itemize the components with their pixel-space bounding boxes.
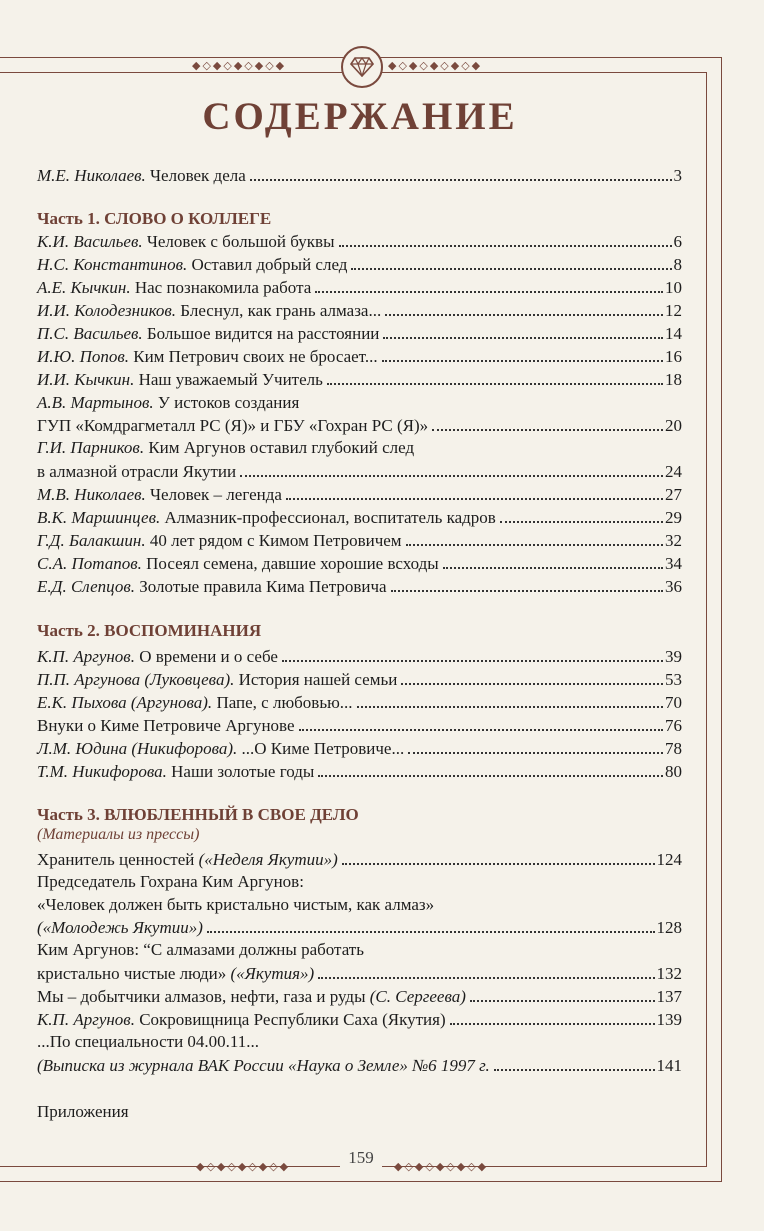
entry-author: К.П. Аргунов. bbox=[37, 1010, 135, 1029]
entry-page: 132 bbox=[656, 964, 682, 983]
entry-author: И.И. Кычкин. bbox=[37, 370, 135, 389]
dot-leader bbox=[470, 1000, 655, 1002]
entry-title: Наш уважаемый Учитель bbox=[138, 370, 323, 389]
entry-page: 20 bbox=[665, 416, 682, 435]
ornament-top-left: ◆◇◆◇◆◇◆◇◆ bbox=[192, 58, 287, 72]
dot-leader bbox=[443, 567, 663, 569]
entry-source: (С. Сергеева) bbox=[369, 987, 466, 1006]
entry-author: Е.К. Пыхова (Аргунова). bbox=[37, 693, 213, 712]
part3-heading: Часть 3. ВЛЮБЛЕННЫЙ В СВОЕ ДЕЛО bbox=[37, 805, 359, 824]
toc-entry bbox=[37, 758, 682, 782]
part3-subheading: (Материалы из прессы) bbox=[37, 826, 200, 843]
toc-entry bbox=[37, 960, 682, 984]
dot-leader bbox=[494, 1069, 655, 1071]
entry-source: («Неделя Якутии») bbox=[198, 850, 338, 869]
entry-page: 6 bbox=[673, 232, 682, 251]
frame-right-line-inner bbox=[706, 72, 707, 1166]
toc-entry bbox=[37, 527, 682, 551]
ornament-top-right: ◆◇◆◇◆◇◆◇◆ bbox=[388, 58, 483, 72]
dot-leader bbox=[406, 544, 663, 546]
entry-author: М.В. Николаев. bbox=[37, 485, 146, 504]
frame-right-line bbox=[721, 57, 722, 1181]
entry-source: («Молодежь Якутии») bbox=[37, 918, 203, 937]
ornament-bottom-right: ◆◇◆◇◆◇◆◇◆ bbox=[394, 1159, 489, 1173]
entry-author: А.В. Мартынов. bbox=[37, 393, 154, 412]
dot-leader bbox=[282, 660, 663, 662]
entry-page: 78 bbox=[665, 739, 682, 758]
entry-page: 14 bbox=[665, 324, 682, 343]
entry-author: Т.М. Никифорова. bbox=[37, 762, 167, 781]
entry-title: Внуки о Киме Петровиче Аргунове bbox=[37, 716, 295, 735]
toc-entry bbox=[37, 366, 682, 390]
entry-source: («Якутия») bbox=[230, 964, 315, 983]
entry-title: (Выписка из журнала ВАК России «Наука о Земле» №6 1997 г. bbox=[37, 1056, 490, 1075]
entry-author: С.А. Потапов. bbox=[37, 554, 142, 573]
entry-page: 141 bbox=[656, 1056, 682, 1075]
toc-entry bbox=[37, 481, 682, 505]
toc-entry bbox=[37, 846, 682, 870]
entry-author: Г.Д. Балакшин. bbox=[37, 531, 146, 550]
toc-entry bbox=[37, 1006, 682, 1030]
frame-bottom-line bbox=[0, 1181, 722, 1182]
entry-title: Ким Аргунов оставил глубокий след bbox=[148, 438, 415, 457]
entry-author: Н.С. Константинов. bbox=[37, 255, 188, 274]
dot-leader bbox=[383, 337, 663, 339]
toc-entry bbox=[37, 412, 682, 436]
toc-entry bbox=[37, 689, 682, 713]
entry-page: 10 bbox=[665, 278, 682, 297]
toc-entry bbox=[37, 550, 682, 574]
entry-title: Нас познакомила работа bbox=[134, 278, 312, 297]
entry-page: 16 bbox=[665, 347, 682, 366]
entry-author: П.П. Аргунова (Луковцева). bbox=[37, 670, 235, 689]
ornament-bottom-left: ◆◇◆◇◆◇◆◇◆ bbox=[196, 1159, 291, 1173]
entry-author: Л.М. Юдина (Никифорова). bbox=[37, 739, 238, 758]
entry-title: Человек с большой буквы bbox=[146, 232, 335, 251]
entry-title: У истоков создания bbox=[157, 393, 300, 412]
entry-page: 8 bbox=[673, 255, 682, 274]
entry-page: 128 bbox=[656, 918, 682, 937]
entry-title: Хранитель ценностей bbox=[37, 850, 195, 869]
appendix-entry: Приложения bbox=[37, 1102, 129, 1121]
entry-page: 124 bbox=[656, 850, 682, 869]
entry-title-continued: в алмазной отрасли Якутии bbox=[37, 462, 237, 481]
toc-entry bbox=[37, 983, 682, 1007]
dot-leader bbox=[327, 383, 663, 385]
toc-entry-intro bbox=[37, 162, 682, 186]
entry-author: Е.Д. Слепцов. bbox=[37, 577, 136, 596]
part1-heading: Часть 1. СЛОВО О КОЛЛЕГЕ bbox=[37, 209, 272, 228]
toc-entry bbox=[37, 712, 682, 736]
toc-entry bbox=[37, 228, 682, 252]
entry-title: Человек – легенда bbox=[150, 485, 282, 504]
entry-title: Блеснул, как грань алмаза... bbox=[180, 301, 382, 320]
entry-page: 70 bbox=[665, 693, 682, 712]
entry-title: Человек дела bbox=[150, 166, 246, 185]
entry-page: 39 bbox=[665, 647, 682, 666]
dot-leader bbox=[351, 268, 671, 270]
toc-entry bbox=[37, 666, 682, 690]
toc-entry bbox=[37, 573, 682, 597]
entry-author: К.П. Аргунов. bbox=[37, 647, 135, 666]
dot-leader bbox=[450, 1023, 655, 1025]
part2-heading: Часть 2. ВОСПОМИНАНИЯ bbox=[37, 621, 262, 640]
entry-author: И.Ю. Попов. bbox=[37, 347, 129, 366]
toc-entry bbox=[37, 735, 682, 759]
dot-leader bbox=[385, 314, 663, 316]
toc-entry-line1 bbox=[37, 393, 299, 413]
toc-entry-line1: Ким Аргунов: “С алмазами должны работать bbox=[37, 940, 364, 959]
toc-entry bbox=[37, 643, 682, 667]
entry-title: Наши золотые годы bbox=[171, 762, 315, 781]
dot-leader bbox=[500, 521, 663, 523]
entry-title: Папе, с любовью... bbox=[216, 693, 353, 712]
entry-author: К.И. Васильев. bbox=[37, 232, 143, 251]
entry-page: 24 bbox=[665, 462, 682, 481]
dot-leader bbox=[432, 429, 663, 431]
entry-page: 76 bbox=[665, 716, 682, 735]
toc-entry bbox=[37, 297, 682, 321]
toc-entry bbox=[37, 504, 682, 528]
dot-leader bbox=[250, 179, 672, 181]
dot-leader bbox=[357, 706, 663, 708]
entry-title-continued: ГУП «Комдрагметалл РС (Я)» и ГБУ «Гохран РС (Я)» bbox=[37, 416, 429, 435]
entry-title: Оставил добрый след bbox=[191, 255, 348, 274]
entry-author: И.И. Колодезников. bbox=[37, 301, 177, 320]
dot-leader bbox=[240, 475, 663, 477]
entry-page: 139 bbox=[656, 1010, 682, 1029]
dot-leader bbox=[408, 752, 663, 754]
toc-entry bbox=[37, 320, 682, 344]
toc-entry bbox=[37, 274, 682, 298]
entry-page: 80 bbox=[665, 762, 682, 781]
toc-entry bbox=[37, 251, 682, 275]
dot-leader bbox=[401, 683, 663, 685]
entry-title: ...О Киме Петровиче... bbox=[241, 739, 405, 758]
entry-page: 137 bbox=[656, 987, 682, 1006]
entry-page: 12 bbox=[665, 301, 682, 320]
page-number: 159 bbox=[340, 1148, 382, 1168]
entry-page: 36 bbox=[665, 577, 682, 596]
entry-page: 3 bbox=[673, 166, 682, 185]
entry-page: 34 bbox=[665, 554, 682, 573]
dot-leader bbox=[315, 291, 663, 293]
toc-entry bbox=[37, 458, 682, 482]
toc-entry bbox=[37, 1052, 682, 1076]
toc-entry bbox=[37, 914, 682, 938]
dot-leader bbox=[342, 863, 655, 865]
entry-page: 27 bbox=[665, 485, 682, 504]
entry-title: О времени и о себе bbox=[139, 647, 278, 666]
dot-leader bbox=[318, 775, 663, 777]
entry-page: 53 bbox=[665, 670, 682, 689]
entry-title: История нашей семьи bbox=[238, 670, 398, 689]
toc-entry-line1: Председатель Гохрана Ким Аргунов: bbox=[37, 872, 304, 891]
dot-leader bbox=[391, 590, 663, 592]
diamond-icon bbox=[341, 46, 383, 88]
dot-leader bbox=[382, 360, 663, 362]
dot-leader bbox=[299, 729, 663, 731]
toc-entry-line1: ...По специальности 04.00.11... bbox=[37, 1032, 260, 1051]
dot-leader bbox=[286, 498, 663, 500]
entry-title: 40 лет рядом с Кимом Петровичем bbox=[149, 531, 402, 550]
toc-entry-line2: «Человек должен быть кристально чистым, как алмаз» bbox=[37, 895, 435, 914]
entry-title: Мы – добытчики алмазов, нефти, газа и руды bbox=[37, 987, 366, 1006]
entry-title: Сокровищница Республики Саха (Якутия) bbox=[139, 1010, 446, 1029]
entry-title: Золотые правила Кима Петровича bbox=[139, 577, 387, 596]
entry-author: А.Е. Кычкин. bbox=[37, 278, 131, 297]
dot-leader bbox=[207, 931, 655, 933]
entry-title: Алмазник-профессионал, воспитатель кадров bbox=[164, 508, 496, 527]
entry-author: В.К. Маршинцев. bbox=[37, 508, 161, 527]
entry-author: Г.И. Парников. bbox=[37, 438, 145, 457]
entry-author: М.Е. Николаев. bbox=[37, 166, 146, 185]
toc-entry bbox=[37, 343, 682, 367]
entry-page: 32 bbox=[665, 531, 682, 550]
entry-title: кристально чистые люди» bbox=[37, 964, 227, 983]
entry-page: 18 bbox=[665, 370, 682, 389]
toc-entry-line1 bbox=[37, 438, 414, 458]
entry-title: Посеял семена, давшие хорошие всходы bbox=[146, 554, 439, 573]
dot-leader bbox=[339, 245, 672, 247]
entry-page: 29 bbox=[665, 508, 682, 527]
entry-author: П.С. Васильев. bbox=[37, 324, 143, 343]
entry-title: Ким Петрович своих не бросает... bbox=[133, 347, 378, 366]
dot-leader bbox=[318, 977, 654, 979]
entry-title: Большое видится на расстоянии bbox=[146, 324, 380, 343]
page-title: СОДЕРЖАНИЕ bbox=[202, 95, 518, 138]
